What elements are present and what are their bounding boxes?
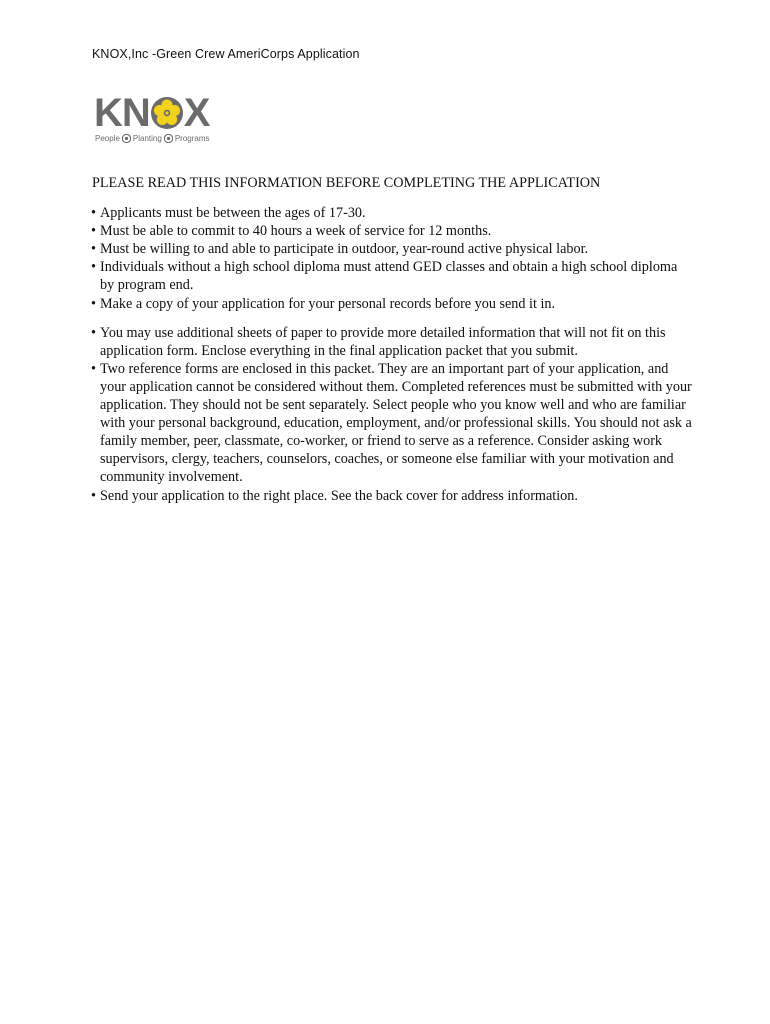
logo-tagline [95, 134, 210, 143]
list-item: • Send your application to the right place. See the back cover for address information. [92, 487, 692, 505]
small-flower-icon [122, 134, 131, 143]
knox-logo [94, 93, 219, 149]
list-item: • Make a copy of your application for your personal records before you send it in. [92, 295, 692, 313]
list-item: • Applicants must be between the ages of 17-30. [92, 204, 692, 222]
list-item: • Must be able to commit to 40 hours a week of service for 12 months. [92, 222, 692, 240]
tagline-programs: Programs [174, 134, 210, 143]
list-item: • Individuals without a high school diploma must attend GED classes and obtain a high school diploma by program end. [92, 258, 692, 294]
tagline-planting: Planting [132, 134, 162, 143]
small-flower-icon [164, 134, 173, 143]
instructions-section [92, 174, 692, 505]
page-header: KNOX,Inc -Green Crew AmeriCorps Application [92, 47, 360, 61]
submission-list [92, 324, 692, 505]
flower-icon [150, 96, 184, 130]
logo-word-right: X [183, 91, 210, 135]
logo-word-left: KN [94, 91, 150, 135]
tagline-people: People [95, 134, 120, 143]
requirements-list [92, 204, 692, 313]
logo-wordmark [94, 93, 209, 133]
list-item: • You may use additional sheets of paper to provide more detailed information that will not fit on this application form. Enclose everything in the final application packet that you submit. [92, 324, 692, 360]
list-item: • Must be willing to and able to participate in outdoor, year-round active physical labor. [92, 240, 692, 258]
list-item: • Two reference forms are enclosed in this packet. They are an important part of your application, and your application cannot be considered without them. Completed references must be submitted with your application. They should not be sent separately. Select people who you know well and who are familiar with your personal background, education, employment, and/or professional skills. You should not ask a family member, peer, classmate, co-worker, or friend to serve as a reference. Consider asking work supervisors, clergy, teachers, counselors, coaches, or someone else familiar with your motivation and community involvement. [92, 360, 692, 487]
instructions-heading: PLEASE READ THIS INFORMATION BEFORE COMPLETING THE APPLICATION [92, 175, 601, 191]
